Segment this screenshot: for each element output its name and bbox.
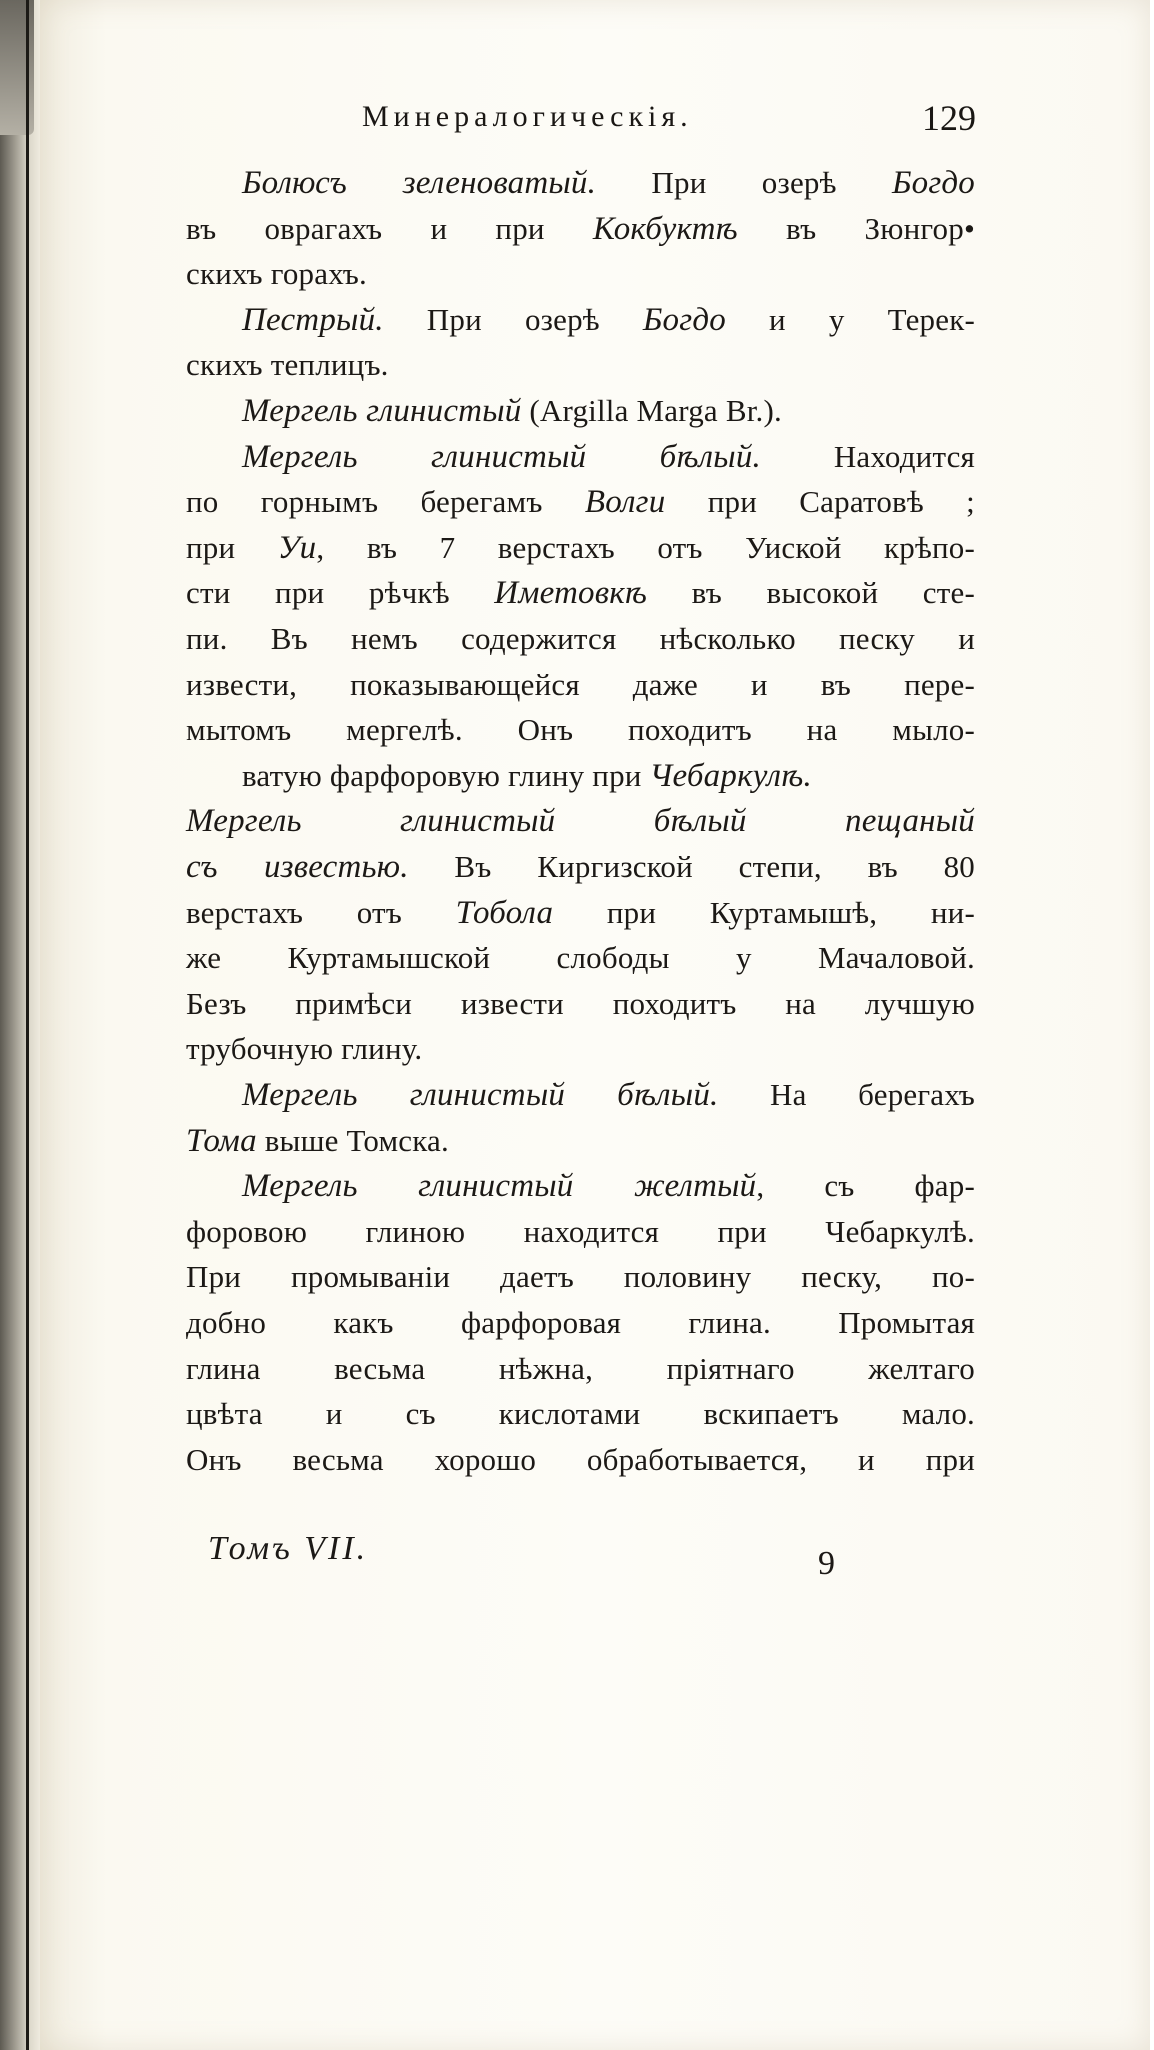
- text-run: При промываніи даетъ половину песку, по-: [186, 1259, 975, 1295]
- italic-term: Уи: [277, 529, 317, 566]
- page-number: 129: [922, 98, 976, 138]
- italic-term: Иметовкѣ: [494, 575, 648, 612]
- text-line: [186, 530, 975, 567]
- text-run: сти при рѣчкѣ: [186, 575, 495, 611]
- text-run: извести, показывающейся даже и въ пере-: [186, 666, 975, 702]
- text-run: въ оврагахъ и при: [186, 210, 593, 246]
- italic-term: Волги: [584, 484, 666, 521]
- text-line: [242, 393, 782, 430]
- italic-term: Мергель глинистый: [242, 393, 522, 429]
- text-line: [186, 1214, 975, 1250]
- text-line: [186, 1259, 975, 1295]
- text-run: трубочную глину.: [186, 1031, 423, 1067]
- italic-term: Тома: [186, 1122, 257, 1159]
- text-line: [186, 803, 975, 840]
- italic-term: Мергель глинистый бѣлый.: [242, 438, 761, 475]
- text-run: , съ фар-: [756, 1168, 975, 1204]
- text-run: при: [186, 529, 278, 565]
- text-run: Находится: [760, 438, 975, 474]
- italic-term: Богдо: [642, 301, 726, 338]
- italic-term: Богдо: [891, 165, 976, 201]
- gutter-line: [26, 0, 29, 2050]
- text-line: [186, 849, 975, 886]
- text-line: [186, 1031, 422, 1067]
- text-run: при Саратовѣ ;: [665, 484, 975, 520]
- text-line: [186, 712, 975, 748]
- running-head: Минералогическія.: [362, 100, 693, 133]
- text-run: пи. Въ немъ содержится нѣсколько песку и: [186, 621, 975, 656]
- text-line: [242, 302, 975, 339]
- text-run: верстахъ отъ: [186, 894, 456, 930]
- volume-label: Томъ VII.: [208, 1530, 369, 1567]
- text-run: При озерѣ: [596, 165, 892, 200]
- text-line: [186, 211, 975, 248]
- text-line: [186, 1123, 449, 1160]
- text-run: при Куртамышѣ, ни-: [553, 894, 975, 930]
- text-line: [186, 256, 367, 292]
- text-run: же Куртамышской слободы у Мачаловой.: [186, 940, 975, 976]
- text-line: [242, 165, 975, 202]
- text-line: [242, 439, 975, 476]
- text-line: [186, 1442, 975, 1478]
- italic-term: Кокбуктѣ: [592, 210, 738, 247]
- text-run: скихъ горахъ.: [186, 256, 367, 292]
- text-line: [242, 1168, 975, 1205]
- signature-mark: 9: [818, 1545, 835, 1582]
- italic-term: Болюсъ зеленоватый.: [242, 165, 597, 201]
- text-line: [186, 940, 975, 976]
- text-run: Безъ примѣси извести походитъ на лучшую: [186, 985, 975, 1021]
- italic-term: Мергель глинистый бѣлый пещаный: [186, 803, 975, 840]
- text-run: Онъ весьма хорошо обработывается, и при: [186, 1441, 975, 1477]
- text-run: въ высокой сте-: [647, 575, 975, 611]
- text-run: выше Томска.: [256, 1122, 449, 1158]
- text-line: [186, 1351, 975, 1387]
- text-line: [242, 1077, 975, 1114]
- text-run: и у Терек-: [725, 301, 975, 337]
- text-line: [186, 575, 975, 612]
- text-run: Въ Киргизской степи, въ 80: [408, 849, 975, 884]
- text-line: [186, 347, 389, 383]
- text-line: [186, 1305, 975, 1341]
- italic-term: съ известью.: [186, 849, 409, 885]
- italic-term: Пестрый.: [242, 301, 384, 338]
- text-run: по горнымъ берегамъ: [186, 484, 585, 520]
- text-run: глина весьма нѣжна, пріятнаго желтаго: [186, 1350, 975, 1386]
- text-run: (Argilla Marga Br.).: [521, 393, 782, 428]
- italic-term: Мергель глинистый бѣлый.: [242, 1077, 719, 1113]
- text-run: добно какъ фарфоровая глина. Промытая: [186, 1305, 975, 1340]
- text-run: мытомъ мергелѣ. Онъ походитъ на мыло-: [186, 712, 975, 748]
- text-line: [186, 1396, 975, 1432]
- italic-term: Мергель глинистый желтый: [242, 1168, 757, 1205]
- text-line: [186, 986, 975, 1022]
- text-line: [242, 758, 812, 795]
- italic-term: Чебаркулѣ.: [649, 757, 812, 794]
- text-line: [186, 484, 975, 521]
- text-line: [186, 621, 975, 657]
- text-run: На берегахъ: [718, 1077, 975, 1112]
- text-run: форовою глиною находится при Чебаркулѣ.: [186, 1213, 975, 1249]
- text-run: цвѣта и съ кислотами вскипаетъ мало.: [186, 1396, 975, 1432]
- text-line: [186, 667, 975, 703]
- text-run: скихъ теплицъ.: [186, 347, 389, 383]
- book-binding: [0, 0, 40, 2050]
- text-run: , въ 7 верстахъ отъ Уиской крѣпо-: [316, 529, 975, 565]
- text-run: въ Зюнгор•: [737, 210, 975, 246]
- text-run: При озерѣ: [383, 301, 643, 337]
- italic-term: Тобола: [455, 894, 554, 931]
- text-run: ватую фарфоровую глину при: [242, 757, 650, 793]
- text-line: [186, 895, 975, 932]
